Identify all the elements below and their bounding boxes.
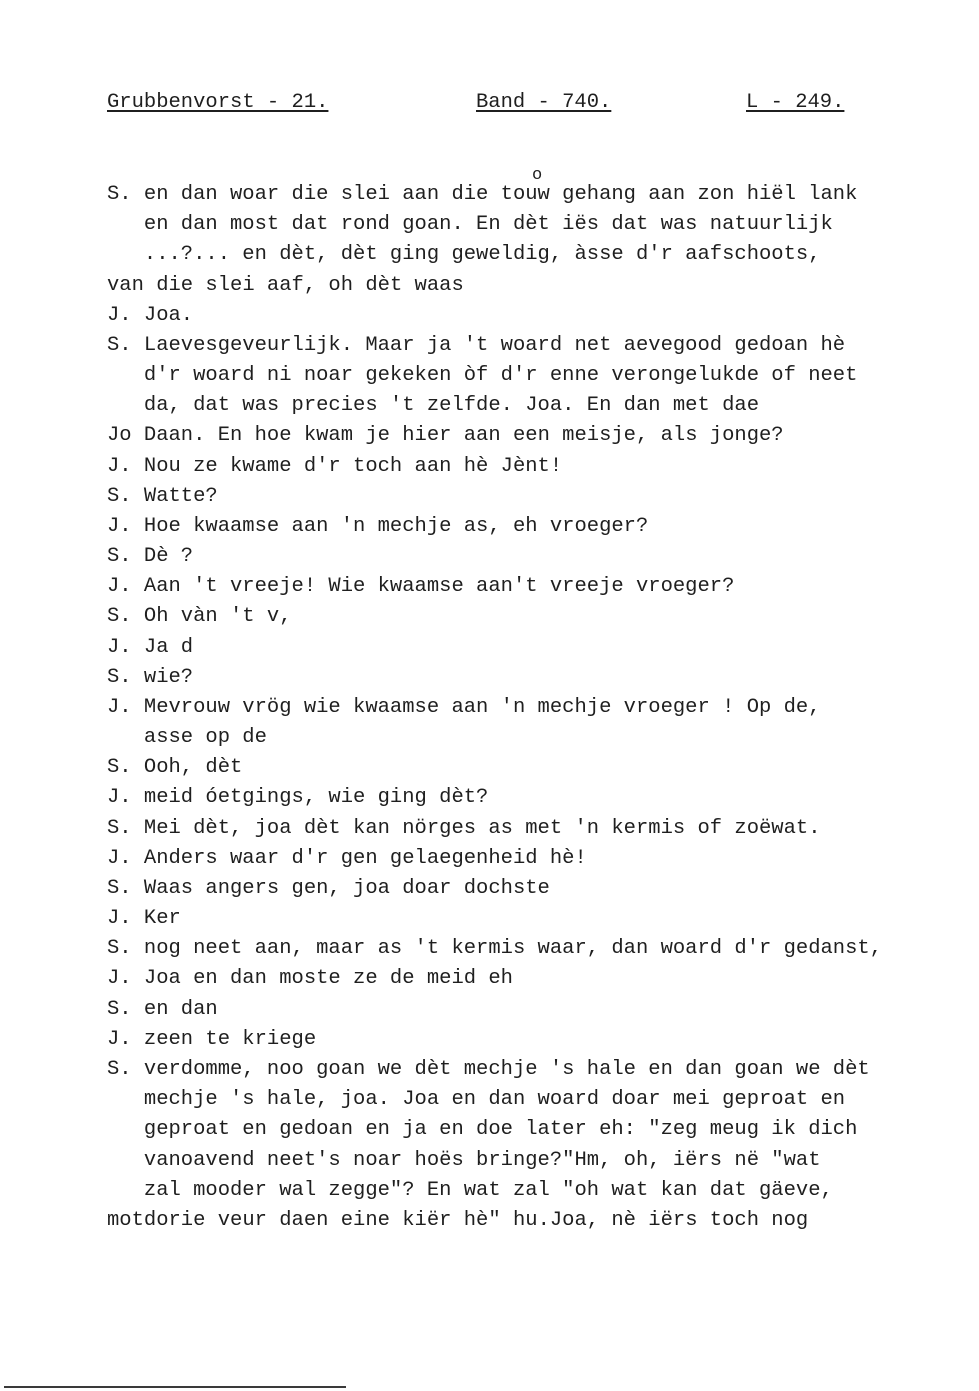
line-text: Oh vàn 't v, — [143, 605, 292, 629]
line-text: zal mooder wal zegge"? En wat zal "oh wat kan dat gäeve, — [143, 1178, 833, 1202]
transcript-line — [107, 1115, 967, 1145]
transcript-line — [107, 482, 967, 512]
transcript-line — [107, 874, 967, 904]
speaker-label: S. — [107, 484, 132, 508]
header-location: Grubbenvorst - 21. — [107, 91, 329, 114]
transcript-line — [107, 1176, 967, 1206]
transcript-line — [107, 1025, 967, 1055]
line-text: Nou ze kwame d'r toch aan hè Jènt! — [143, 454, 563, 478]
line-text: Mevrouw vrög wie kwaamse aan 'n mechje vroeger ! Op de, — [143, 695, 821, 719]
line-text: mechje 's hale, joa. Joa en dan woard doar mei geproat en — [143, 1088, 846, 1112]
transcript-line — [107, 844, 967, 874]
transcript-body — [107, 180, 967, 1236]
transcript-line — [107, 512, 967, 542]
transcript-line — [107, 361, 967, 391]
line-text: en dan most dat rond goan. En dèt iës dat was natuurlijk — [143, 213, 833, 237]
line-text: ...?... en dèt, dèt ging geweldig, àsse d'r aafschoots, — [143, 243, 821, 267]
scan-edge-line — [4, 1386, 346, 1388]
transcript-line — [107, 995, 967, 1025]
transcript-line — [107, 753, 967, 783]
line-text: asse op de — [143, 726, 267, 750]
transcript-line — [107, 572, 967, 602]
transcript-line — [107, 663, 967, 693]
line-text: Watte? — [143, 484, 218, 508]
line-text: nog neet aan, maar as 't kermis waar, dan woard d'r gedanst, — [143, 937, 883, 961]
transcript-line — [107, 301, 967, 331]
speaker-label: J. — [107, 1027, 132, 1051]
line-text: vanoavend neet's noar hoës bringe?"Hm, oh, iërs në "wat — [143, 1148, 821, 1172]
line-text: Anders waar d'r gen gelaegenheid hè! — [143, 846, 587, 870]
line-text: Dè ? — [143, 545, 194, 569]
line-text: Laevesgeveurlijk. Maar ja 't woard net aevegood gedoan hè — [143, 333, 846, 357]
line-text: Ker — [143, 907, 181, 931]
transcript-line — [107, 1146, 967, 1176]
speaker-label: S. — [107, 1057, 132, 1081]
line-text: Joa en dan moste ze de meid eh — [143, 967, 513, 991]
transcript-line — [107, 964, 967, 994]
speaker-label: J. — [107, 907, 132, 931]
speaker-label: S. — [107, 756, 132, 780]
line-text: en dan woar die slei aan die touw gehang aan zon hiël lank — [143, 183, 858, 206]
transcript-line — [107, 331, 967, 361]
transcript-line — [107, 693, 967, 723]
speaker-label: S. — [107, 333, 132, 357]
speaker-label: J. — [107, 967, 132, 991]
transcript-line — [107, 633, 967, 663]
speaker-label: J. — [107, 303, 132, 327]
line-text: Jo Daan. En hoe kwam je hier aan een meisje, als jonge? — [107, 424, 784, 448]
line-text: da, dat was precies 't zelfde. Joa. En dan met dae — [143, 394, 759, 418]
transcript-line — [107, 542, 967, 572]
line-text: motdorie veur daen eine kiër hè" hu.Joa, nè iërs toch nog — [107, 1208, 809, 1232]
transcript-line — [107, 934, 967, 964]
transcript-line — [107, 391, 967, 421]
line-text: Joa. — [143, 303, 194, 327]
speaker-label: J. — [107, 846, 132, 870]
line-text: wie? — [143, 665, 194, 689]
line-text: d'r woard ni noar gekeken òf d'r enne verongelukde of neet — [143, 364, 858, 388]
stray-typed-mark: o — [532, 166, 543, 185]
speaker-label: S. — [107, 876, 132, 900]
transcript-line — [107, 904, 967, 934]
transcript-line — [107, 452, 967, 482]
speaker-label: J. — [107, 454, 132, 478]
transcript-line — [107, 180, 967, 210]
speaker-label: S. — [107, 816, 132, 840]
header-tape-number: Band - 740. — [476, 91, 612, 114]
speaker-label: J. — [107, 786, 132, 810]
speaker-label: S. — [107, 605, 132, 629]
transcript-line — [107, 723, 967, 753]
transcript-line — [107, 421, 967, 451]
transcript-line — [107, 814, 967, 844]
speaker-label: S. — [107, 545, 132, 569]
transcript-line — [107, 602, 967, 632]
line-text: meid óetgings, wie ging dèt? — [143, 786, 489, 810]
header-page-number: L - 249. — [746, 91, 845, 114]
speaker-label: J. — [107, 635, 132, 659]
transcript-line — [107, 783, 967, 813]
line-text: Hoe kwaamse aan 'n mechje as, eh vroeger? — [143, 514, 649, 538]
speaker-label: S. — [107, 665, 132, 689]
speaker-label: S. — [107, 997, 132, 1021]
transcript-line — [107, 271, 967, 301]
transcript-line — [107, 210, 967, 240]
line-text: Aan 't vreeje! Wie kwaamse aan't vreeje vroeger? — [143, 575, 735, 599]
transcript-line — [107, 1085, 967, 1115]
speaker-label: S. — [107, 183, 132, 206]
line-text: zeen te kriege — [143, 1027, 317, 1051]
line-text: Mei dèt, joa dèt kan nörges as met 'n kermis of zoëwat. — [143, 816, 821, 840]
line-text: Ooh, dèt — [143, 756, 243, 780]
transcript-line — [107, 1055, 967, 1085]
line-text: Waas angers gen, joa doar dochste — [143, 876, 550, 900]
transcript-line — [107, 240, 967, 270]
speaker-label: J. — [107, 695, 132, 719]
line-text: en dan — [143, 997, 218, 1021]
transcript-line — [107, 1206, 967, 1236]
line-text: Ja d — [143, 635, 194, 659]
line-text: geproat en gedoan en ja en doe later eh: "zeg meug ik dich — [143, 1118, 858, 1142]
line-text: verdomme, noo goan we dèt mechje 's hale en dan goan we dèt — [143, 1057, 870, 1081]
speaker-label: S. — [107, 937, 132, 961]
speaker-label: J. — [107, 575, 132, 599]
line-text: van die slei aaf, oh dèt waas — [107, 273, 464, 297]
speaker-label: J. — [107, 514, 132, 538]
